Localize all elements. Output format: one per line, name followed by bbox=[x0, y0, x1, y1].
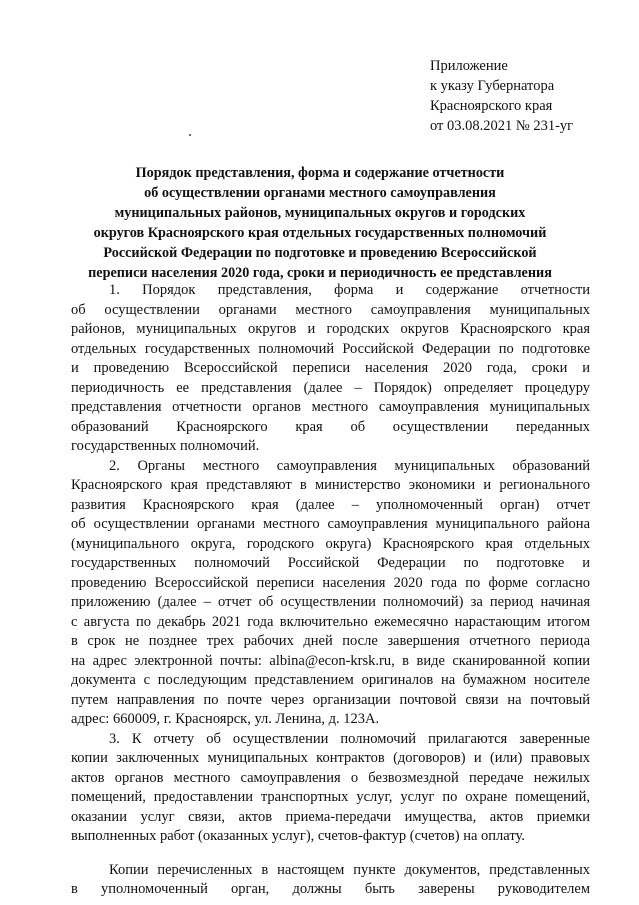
paragraph-line: развития Красноярского края (далее – уполномоченный орган) отчет bbox=[71, 496, 590, 513]
paragraph-1 bbox=[71, 281, 590, 457]
paragraph-line: государственных полномочий. bbox=[71, 438, 260, 454]
paragraph-line: об осуществлении органами местного самоуправления муниципальных bbox=[71, 301, 590, 318]
appendix-header bbox=[430, 56, 573, 136]
paragraph-line: 3. К отчету об осуществлении полномочий прилагаются заверенные bbox=[109, 730, 590, 747]
paragraph-line: адрес: 660009, г. Красноярск, ул. Ленина, д. 123А. bbox=[71, 711, 380, 727]
appendix-line: Приложение bbox=[430, 58, 508, 74]
paragraph-line: проведению Всероссийской переписи населения 2020 года по форме согласно bbox=[71, 574, 590, 591]
paragraph-line: выполненных работ (оказанных услуг), счетов-фактур (счетов) на оплату. bbox=[71, 828, 525, 844]
paragraph-line: образований Красноярского края об осуществлении переданных bbox=[71, 418, 590, 435]
title-line: переписи населения 2020 года, сроки и периодичность ее представления bbox=[88, 265, 552, 281]
paragraph-line: 2. Органы местного самоуправления муниципальных образований bbox=[109, 457, 590, 474]
paragraph-line: периодичность ее представления (далее – Порядок) определяет процедуру bbox=[71, 379, 590, 396]
document-body bbox=[71, 281, 590, 900]
paragraph-line: и проведению Всероссийской переписи населения 2020 года, сроки и bbox=[71, 360, 590, 376]
appendix-line: к указу Губернатора bbox=[430, 78, 555, 94]
paragraph-line: представления отчетности органов местного самоуправления муниципальных bbox=[71, 399, 590, 415]
scan-speck bbox=[189, 134, 191, 136]
title-line: Российской Федерации по подготовке и проведению Всероссийской bbox=[103, 245, 537, 261]
paragraph-line: Копии перечисленных в настоящем пункте документов, представленных bbox=[109, 861, 590, 878]
appendix-line: Красноярского края bbox=[430, 98, 553, 114]
paragraph-3 bbox=[71, 730, 590, 847]
paragraph-2 bbox=[71, 457, 590, 730]
paragraph-4 bbox=[71, 861, 590, 900]
paragraph-line: государственных полномочий Российской Федерации по подготовке и bbox=[71, 555, 590, 571]
paragraph-line: на адрес электронной почты: albina@econ-krsk.ru, в виде сканированной копии bbox=[71, 652, 590, 669]
paragraph-line: районов, муниципальных округов и городских округов Красноярского края bbox=[71, 321, 590, 337]
appendix-line: от 03.08.2021 № 231-уг bbox=[430, 118, 574, 134]
paragraph-line: приложению (далее – отчет об осуществлении полномочий) за период начиная bbox=[71, 594, 590, 610]
paragraph-line: 1. Порядок представления, форма и содержание отчетности bbox=[109, 282, 590, 298]
paragraph-line: путем направления по почте через организации почтовой связи на почтовый bbox=[71, 691, 590, 708]
paragraph-line: копии заключенных муниципальных контрактов (договоров) и (или) правовых bbox=[71, 750, 590, 766]
paragraph-line: актов органов местного самоуправления о безвозмездной передаче нежилых bbox=[71, 769, 590, 786]
paragraph-line: отдельных государственных полномочий Российской Федерации по подготовке bbox=[71, 340, 590, 357]
paragraph-line: об осуществлении органами местного самоуправления муниципального района bbox=[71, 516, 590, 532]
paragraph-line: оказании услуг связи, актов приема-передачи имущества, актов приемки bbox=[71, 808, 590, 825]
title-line: об осуществлении органами местного самоуправления bbox=[144, 185, 496, 201]
paragraph-line: в уполномоченный орган, должны быть заверены руководителем bbox=[71, 881, 590, 897]
paragraph-line: с августа по декабрь 2021 года включительно ежемесячно нарастающим итогом bbox=[71, 613, 590, 630]
title-line: муниципальных районов, муниципальных округов и городских bbox=[114, 205, 526, 221]
title-line: Порядок представления, форма и содержание отчетности bbox=[135, 165, 505, 181]
title-line: округов Красноярского края отдельных государственных полномочий bbox=[93, 225, 547, 241]
paragraph-line: документа с последующим представлением оригиналов на бумажном носителе bbox=[71, 672, 590, 688]
paragraph-line: помещений, предоставлении транспортных услуг, услуг по охране помещений, bbox=[71, 789, 590, 805]
paragraph-line: Красноярского края представляют в министерство экономики и регионального bbox=[71, 477, 590, 493]
document-title bbox=[60, 163, 580, 283]
paragraph-line: в срок не позднее трех рабочих дней после завершения отчетного периода bbox=[71, 633, 590, 649]
paragraph-line: (муниципального округа, городского округа) Красноярского края отдельных bbox=[71, 535, 590, 552]
paragraph-gap bbox=[71, 847, 590, 861]
